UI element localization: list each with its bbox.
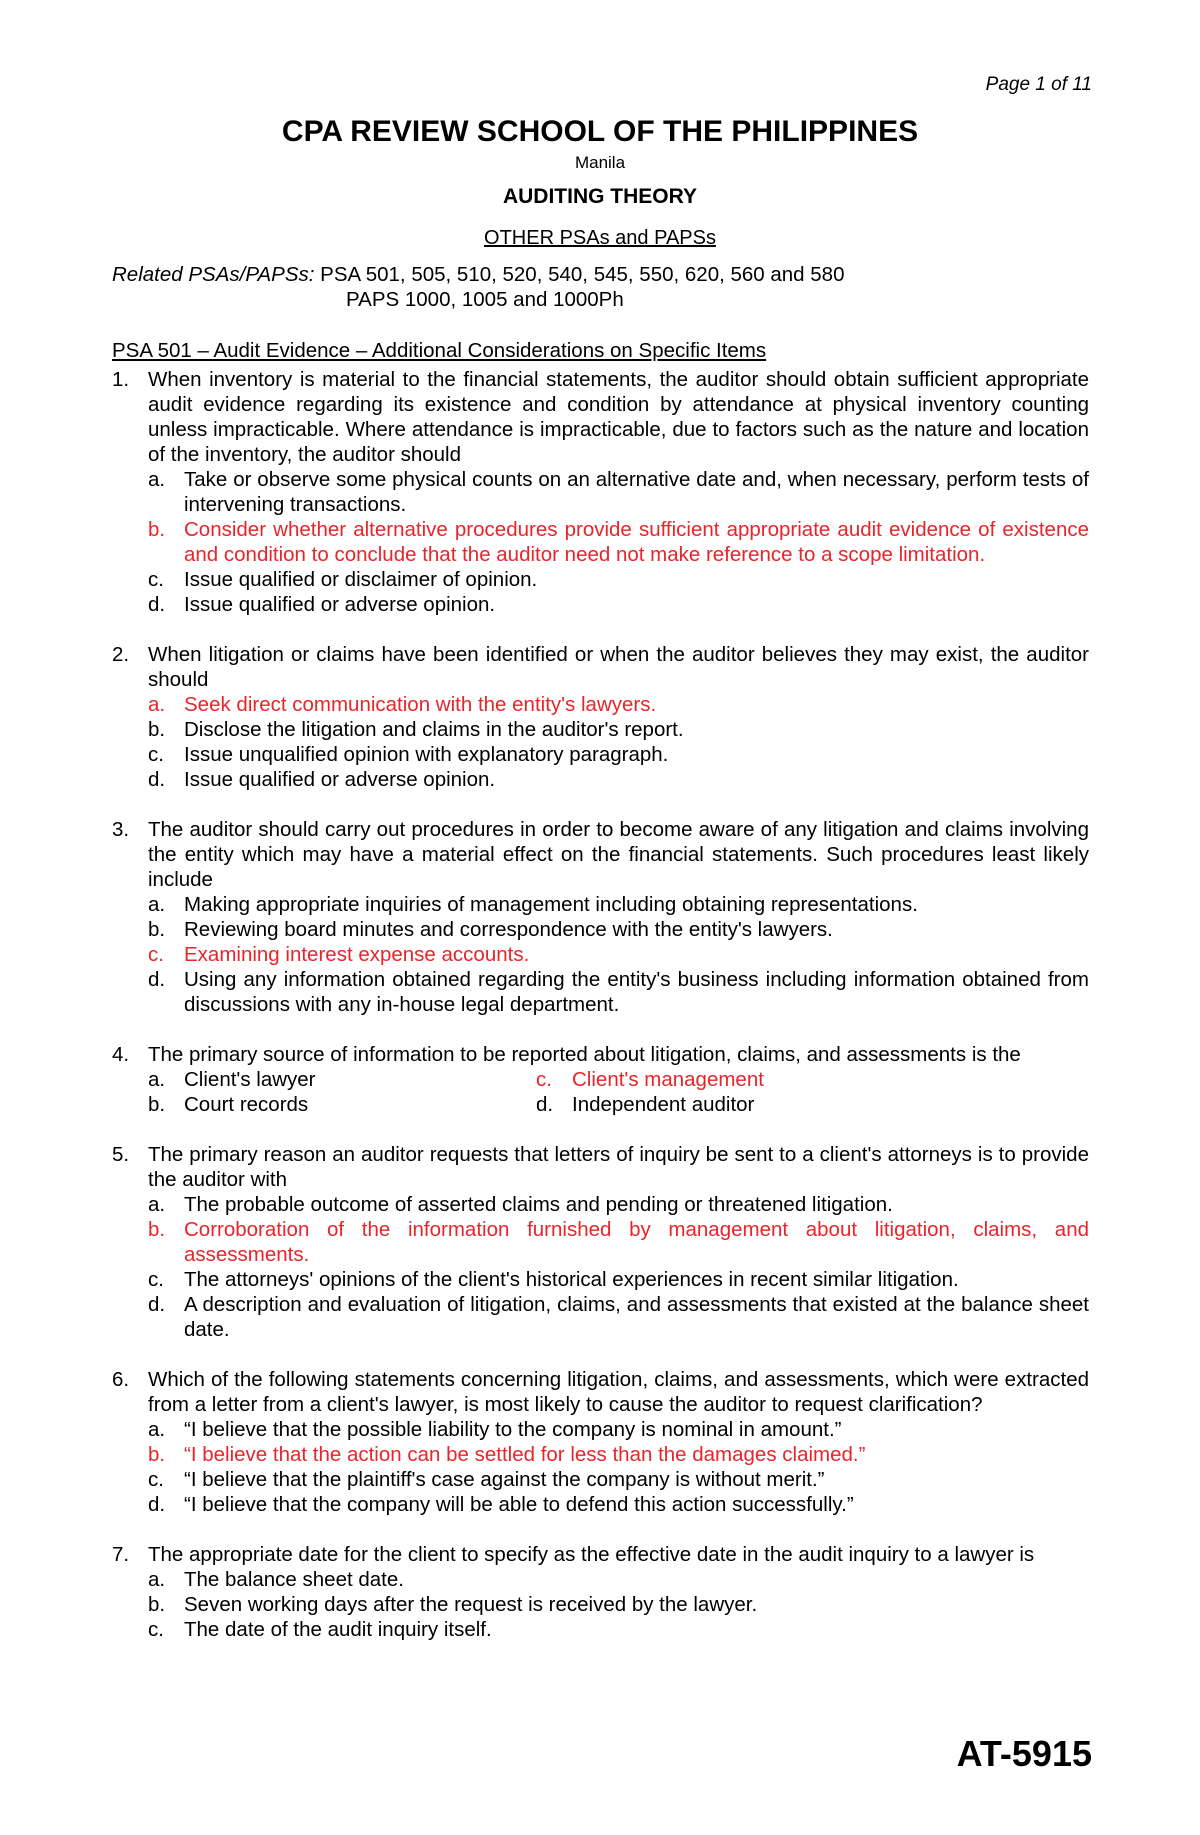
option-text: Client's lawyer: [184, 1068, 316, 1091]
question-body: [148, 817, 1089, 1017]
option-text: “I believe that the company will be able to defend this action successfully.”: [184, 1493, 854, 1516]
option-letter: c.: [148, 1268, 164, 1291]
option-d: [148, 1492, 1089, 1517]
option-text: Seven working days after the request is received by the lawyer.: [184, 1593, 758, 1616]
related-standards: [112, 262, 1092, 312]
option-letter: d.: [148, 593, 166, 616]
option-text: The probable outcome of asserted claims and pending or threatened litigation.: [184, 1193, 893, 1216]
related-line-1: [112, 262, 1092, 287]
question-content: [112, 338, 1089, 1667]
option-letter: a.: [148, 1418, 166, 1441]
option-letter: c.: [148, 568, 164, 591]
question-number: 3.: [112, 818, 130, 841]
option-text: Issue unqualified opinion with explanatory paragraph.: [184, 743, 669, 766]
question-body: [148, 1367, 1089, 1517]
question-stem: Which of the following statements concerning litigation, claims, and assessments, which were extracted from a letter from a client's lawyer, is most likely to cause the auditor to request clarification?: [148, 1368, 1089, 1416]
option-text: The date of the audit inquiry itself.: [184, 1618, 492, 1641]
question-number: 6.: [112, 1368, 130, 1391]
school-title: CPA REVIEW SCHOOL OF THE PHILIPPINES: [281, 115, 919, 148]
option-a: [148, 467, 1089, 517]
option-text: Issue qualified or disclaimer of opinion.: [184, 568, 538, 591]
school-city: Manila: [574, 153, 626, 172]
related-label: Related PSAs/PAPSs:: [112, 263, 315, 286]
option-text: Reviewing board minutes and correspondence with the entity's lawyers.: [184, 918, 833, 941]
option-text: Using any information obtained regarding the entity's business including information obtained from discussions with any in-house legal department.: [184, 968, 1089, 1016]
option-text: Corroboration of the information furnished by management about litigation, claims, and assessments.: [184, 1218, 1089, 1266]
option-letter: a.: [148, 468, 166, 491]
question-1: [112, 367, 1089, 617]
question-number: 7.: [112, 1543, 130, 1566]
option-b-correct-answer: [148, 1442, 1089, 1467]
question-body: [148, 642, 1089, 792]
option-letter: d.: [536, 1093, 554, 1116]
option-letter: b.: [148, 718, 166, 741]
option-text: Examining interest expense accounts.: [184, 943, 530, 966]
question-body: [148, 1542, 1089, 1642]
option-letter: d.: [148, 1293, 166, 1316]
option-text: “I believe that the plaintiff's case against the company is without merit.”: [184, 1468, 825, 1491]
question-body: [148, 1142, 1089, 1342]
option-letter: d.: [148, 1493, 166, 1516]
question-body: [148, 1042, 1089, 1117]
option-letter: a.: [148, 893, 166, 916]
option-a-correct-answer: [148, 692, 1089, 717]
related-psa-list: PSA 501, 505, 510, 520, 540, 545, 550, 620, 560 and 580: [320, 263, 845, 286]
page-number: Page 1 of 11: [985, 74, 1092, 95]
option-text: The attorneys' opinions of the client's historical experiences in recent similar litigation.: [184, 1268, 959, 1291]
option-a: [148, 1567, 1089, 1592]
option-text: A description and evaluation of litigation, claims, and assessments that existed at the balance sheet date.: [184, 1293, 1089, 1341]
option-b: [148, 1092, 536, 1117]
document-code: AT-5915: [956, 1733, 1092, 1774]
option-letter: c.: [148, 1468, 164, 1491]
option-a: [148, 1192, 1089, 1217]
option-text: Independent auditor: [572, 1093, 755, 1116]
option-letter: b.: [148, 918, 166, 941]
question-7: [112, 1542, 1089, 1642]
option-c: [148, 567, 1089, 592]
question-number: 2.: [112, 643, 130, 666]
question-number: 4.: [112, 1043, 130, 1066]
option-d: [148, 767, 1089, 792]
option-a: [148, 892, 1089, 917]
question-2: [112, 642, 1089, 792]
option-letter: c.: [148, 743, 164, 766]
option-c-correct-answer: [536, 1067, 1089, 1092]
option-a: [148, 1067, 536, 1092]
question-5: [112, 1142, 1089, 1342]
question-6: [112, 1367, 1089, 1517]
option-d: [536, 1092, 1089, 1117]
option-d: [148, 1292, 1089, 1342]
option-letter: b.: [148, 518, 166, 541]
option-column-right: [536, 1067, 1089, 1117]
question-stem: The primary source of information to be reported about litigation, claims, and assessments is the: [148, 1043, 1021, 1066]
question-4: [112, 1042, 1089, 1117]
option-letter: b.: [148, 1218, 166, 1241]
option-b-correct-answer: [148, 517, 1089, 567]
question-number: 5.: [112, 1143, 130, 1166]
question-stem: The appropriate date for the client to specify as the effective date in the audit inquiry to a lawyer is: [148, 1543, 1035, 1566]
option-grid: [148, 1067, 1089, 1117]
option-text: “I believe that the action can be settled for less than the damages claimed.”: [184, 1443, 866, 1466]
option-a: [148, 1417, 1089, 1442]
option-text: Take or observe some physical counts on an alternative date and, when necessary, perform tests of intervening transactions.: [184, 468, 1089, 516]
question-body: [148, 367, 1089, 617]
option-letter: c.: [536, 1068, 552, 1091]
option-letter: c.: [148, 1618, 164, 1641]
option-text: Seek direct communication with the entity's lawyers.: [184, 693, 657, 716]
option-c-correct-answer: [148, 942, 1089, 967]
option-b: [148, 1592, 1089, 1617]
option-text: Disclose the litigation and claims in the auditor's report.: [184, 718, 684, 741]
option-d: [148, 592, 1089, 617]
option-letter: b.: [148, 1443, 166, 1466]
question-stem: The auditor should carry out procedures in order to become aware of any litigation and claims involving the entity which may have a material effect on the financial statements. Such procedures least likely include: [148, 818, 1089, 891]
option-letter: a.: [148, 1193, 166, 1216]
question-number: 1.: [112, 368, 130, 391]
option-text: Making appropriate inquiries of management including obtaining representations.: [184, 893, 918, 916]
option-b: [148, 917, 1089, 942]
question-stem: When inventory is material to the financial statements, the auditor should obtain sufficient appropriate audit evidence regarding its existence and condition by attendance at physical inventory counting unless impracticable. Where attendance is impracticable, due to factors such as the nature and location of the inventory, the auditor should: [148, 368, 1089, 466]
option-c: [148, 1267, 1089, 1292]
topic-title: OTHER PSAs and PAPSs: [484, 227, 716, 249]
option-letter: b.: [148, 1093, 166, 1116]
option-letter: a.: [148, 693, 166, 716]
option-letter: a.: [148, 1068, 166, 1091]
option-letter: b.: [148, 1593, 166, 1616]
option-c: [148, 1467, 1089, 1492]
section-title: PSA 501 – Audit Evidence – Additional Considerations on Specific Items: [112, 339, 767, 362]
option-b-correct-answer: [148, 1217, 1089, 1267]
option-text: Issue qualified or adverse opinion.: [184, 593, 496, 616]
option-letter: c.: [148, 943, 164, 966]
option-letter: d.: [148, 968, 166, 991]
question-3: [112, 817, 1089, 1017]
question-stem: The primary reason an auditor requests that letters of inquiry be sent to a client's attorneys is to provide the auditor with: [148, 1143, 1089, 1191]
option-text: “I believe that the possible liability to the company is nominal in amount.”: [184, 1418, 842, 1441]
subject-title: AUDITING THEORY: [502, 185, 698, 208]
option-d: [148, 967, 1089, 1017]
option-letter: d.: [148, 768, 166, 791]
option-text: Consider whether alternative procedures provide sufficient appropriate audit evidence of existence and condition to conclude that the auditor need not make reference to a scope limitation.: [184, 518, 1089, 566]
option-c: [148, 1617, 1089, 1642]
option-b: [148, 717, 1089, 742]
option-text: Issue qualified or adverse opinion.: [184, 768, 496, 791]
related-paps-list: PAPS 1000, 1005 and 1000Ph: [346, 288, 624, 311]
option-c: [148, 742, 1089, 767]
option-text: Client's management: [572, 1068, 764, 1091]
question-stem: When litigation or claims have been identified or when the auditor believes they may exist, the auditor should: [148, 643, 1089, 691]
option-text: Court records: [184, 1093, 309, 1116]
option-text: The balance sheet date.: [184, 1568, 404, 1591]
option-column-left: [148, 1067, 536, 1117]
option-letter: a.: [148, 1568, 166, 1591]
